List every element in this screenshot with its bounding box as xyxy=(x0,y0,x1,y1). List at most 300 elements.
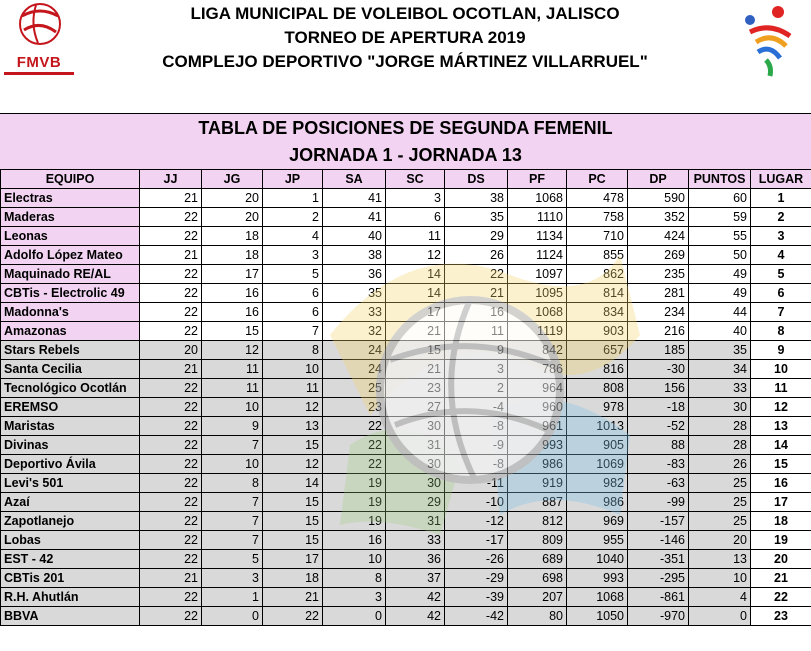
ds-cell: 2 xyxy=(445,379,508,398)
pf-cell: 919 xyxy=(508,474,567,493)
table-row xyxy=(1,607,811,626)
jj-cell: 21 xyxy=(140,360,202,379)
dp-cell: -63 xyxy=(628,474,689,493)
dp-cell: 185 xyxy=(628,341,689,360)
table-row xyxy=(1,493,811,512)
lugar-cell: 15 xyxy=(751,455,811,474)
pf-cell: 1068 xyxy=(508,189,567,208)
volleyball-player-logo-icon xyxy=(736,2,806,80)
jj-cell: 22 xyxy=(140,512,202,531)
team-name-cell: Deportivo Ávila xyxy=(1,455,140,474)
lugar-cell: 7 xyxy=(751,303,811,322)
pf-cell: 698 xyxy=(508,569,567,588)
lugar-cell: 9 xyxy=(751,341,811,360)
ds-cell: 9 xyxy=(445,341,508,360)
jj-cell: 20 xyxy=(140,341,202,360)
sa-cell: 24 xyxy=(323,360,386,379)
sc-cell: 37 xyxy=(386,569,445,588)
ds-cell: 3 xyxy=(445,360,508,379)
sc-cell: 30 xyxy=(386,474,445,493)
sa-cell: 24 xyxy=(323,341,386,360)
pc-cell: 657 xyxy=(567,341,628,360)
lugar-cell: 23 xyxy=(751,607,811,626)
team-name-cell: Divinas xyxy=(1,436,140,455)
pf-cell: 1095 xyxy=(508,284,567,303)
table-row xyxy=(1,417,811,436)
jj-cell: 22 xyxy=(140,265,202,284)
sc-cell: 31 xyxy=(386,436,445,455)
pf-cell: 986 xyxy=(508,455,567,474)
jp-cell: 7 xyxy=(263,322,323,341)
lugar-cell: 20 xyxy=(751,550,811,569)
sa-cell: 36 xyxy=(323,265,386,284)
puntos-cell: 33 xyxy=(689,379,751,398)
team-name-cell: BBVA xyxy=(1,607,140,626)
ds-cell: 11 xyxy=(445,322,508,341)
jj-cell: 22 xyxy=(140,227,202,246)
jj-cell: 21 xyxy=(140,569,202,588)
lugar-cell: 3 xyxy=(751,227,811,246)
lugar-cell: 6 xyxy=(751,284,811,303)
jj-cell: 22 xyxy=(140,436,202,455)
dp-cell: -83 xyxy=(628,455,689,474)
column-header-sa: SA xyxy=(323,170,386,189)
team-name-cell: Adolfo López Mateo xyxy=(1,246,140,265)
lugar-cell: 13 xyxy=(751,417,811,436)
league-title: LIGA MUNICIPAL DE VOLEIBOL OCOTLAN, JALISCO xyxy=(190,4,620,23)
pc-cell: 982 xyxy=(567,474,628,493)
team-name-cell: Lobas xyxy=(1,531,140,550)
sa-cell: 41 xyxy=(323,208,386,227)
jp-cell: 22 xyxy=(263,607,323,626)
dp-cell: 235 xyxy=(628,265,689,284)
puntos-cell: 60 xyxy=(689,189,751,208)
column-header-pc: PC xyxy=(567,170,628,189)
jp-cell: 18 xyxy=(263,569,323,588)
pc-cell: 978 xyxy=(567,398,628,417)
table-row xyxy=(1,189,811,208)
jg-cell: 11 xyxy=(202,379,263,398)
sc-cell: 31 xyxy=(386,512,445,531)
sc-cell: 42 xyxy=(386,607,445,626)
team-name-cell: Tecnológico Ocotlán xyxy=(1,379,140,398)
team-name-cell: CBTis - Electrolic 49 xyxy=(1,284,140,303)
puntos-cell: 0 xyxy=(689,607,751,626)
jp-cell: 15 xyxy=(263,436,323,455)
table-row xyxy=(1,588,811,607)
jp-cell: 15 xyxy=(263,493,323,512)
jp-cell: 4 xyxy=(263,227,323,246)
puntos-cell: 44 xyxy=(689,303,751,322)
pc-cell: 478 xyxy=(567,189,628,208)
puntos-cell: 10 xyxy=(689,569,751,588)
table-row xyxy=(1,455,811,474)
table-row xyxy=(1,360,811,379)
table-row xyxy=(1,474,811,493)
sa-cell: 19 xyxy=(323,493,386,512)
sa-cell: 19 xyxy=(323,474,386,493)
dp-cell: -99 xyxy=(628,493,689,512)
pc-cell: 862 xyxy=(567,265,628,284)
sa-cell: 10 xyxy=(323,550,386,569)
jg-cell: 7 xyxy=(202,531,263,550)
jp-cell: 12 xyxy=(263,455,323,474)
pf-cell: 812 xyxy=(508,512,567,531)
jj-cell: 21 xyxy=(140,189,202,208)
jg-cell: 9 xyxy=(202,417,263,436)
column-header-puntos: PUNTOS xyxy=(689,170,751,189)
ds-cell: 26 xyxy=(445,246,508,265)
team-name-cell: Zapotlanejo xyxy=(1,512,140,531)
ds-cell: 29 xyxy=(445,227,508,246)
pc-cell: 993 xyxy=(567,569,628,588)
sa-cell: 19 xyxy=(323,512,386,531)
sa-cell: 16 xyxy=(323,531,386,550)
ds-cell: -10 xyxy=(445,493,508,512)
column-header-dp: DP xyxy=(628,170,689,189)
jj-cell: 22 xyxy=(140,379,202,398)
jj-cell: 22 xyxy=(140,531,202,550)
puntos-cell: 28 xyxy=(689,436,751,455)
jp-cell: 1 xyxy=(263,189,323,208)
team-name-cell: Azaí xyxy=(1,493,140,512)
ds-cell: -8 xyxy=(445,417,508,436)
sa-cell: 8 xyxy=(323,569,386,588)
sc-cell: 27 xyxy=(386,398,445,417)
sa-cell: 22 xyxy=(323,436,386,455)
dp-cell: 234 xyxy=(628,303,689,322)
sc-cell: 3 xyxy=(386,189,445,208)
lugar-cell: 4 xyxy=(751,246,811,265)
team-name-cell: Madonna's xyxy=(1,303,140,322)
pf-cell: 207 xyxy=(508,588,567,607)
sc-cell: 12 xyxy=(386,246,445,265)
jj-cell: 22 xyxy=(140,550,202,569)
table-row xyxy=(1,379,811,398)
team-name-cell: Maquinado RE/AL xyxy=(1,265,140,284)
lugar-cell: 19 xyxy=(751,531,811,550)
ds-cell: -4 xyxy=(445,398,508,417)
jg-cell: 10 xyxy=(202,398,263,417)
ds-cell: 35 xyxy=(445,208,508,227)
jp-cell: 15 xyxy=(263,512,323,531)
pf-cell: 80 xyxy=(508,607,567,626)
dp-cell: 424 xyxy=(628,227,689,246)
sc-cell: 17 xyxy=(386,303,445,322)
dp-cell: -52 xyxy=(628,417,689,436)
table-row xyxy=(1,398,811,417)
sa-cell: 3 xyxy=(323,588,386,607)
table-row xyxy=(1,436,811,455)
jp-cell: 12 xyxy=(263,398,323,417)
pf-cell: 1097 xyxy=(508,265,567,284)
jp-cell: 11 xyxy=(263,379,323,398)
dp-cell: -30 xyxy=(628,360,689,379)
sa-cell: 0 xyxy=(323,607,386,626)
jj-cell: 22 xyxy=(140,208,202,227)
ds-cell: -17 xyxy=(445,531,508,550)
pc-cell: 1068 xyxy=(567,588,628,607)
puntos-cell: 13 xyxy=(689,550,751,569)
jg-cell: 16 xyxy=(202,303,263,322)
puntos-cell: 49 xyxy=(689,265,751,284)
jg-cell: 18 xyxy=(202,246,263,265)
ds-cell: 38 xyxy=(445,189,508,208)
jp-cell: 10 xyxy=(263,360,323,379)
jj-cell: 22 xyxy=(140,322,202,341)
dp-cell: -157 xyxy=(628,512,689,531)
jg-cell: 8 xyxy=(202,474,263,493)
team-name-cell: Maderas xyxy=(1,208,140,227)
puntos-cell: 55 xyxy=(689,227,751,246)
pf-cell: 689 xyxy=(508,550,567,569)
sc-cell: 14 xyxy=(386,284,445,303)
ds-cell: -39 xyxy=(445,588,508,607)
lugar-cell: 10 xyxy=(751,360,811,379)
puntos-cell: 50 xyxy=(689,246,751,265)
team-name-cell: Santa Cecilia xyxy=(1,360,140,379)
pf-cell: 887 xyxy=(508,493,567,512)
table-row xyxy=(1,569,811,588)
jj-cell: 22 xyxy=(140,588,202,607)
team-name-cell: EST - 42 xyxy=(1,550,140,569)
puntos-cell: 30 xyxy=(689,398,751,417)
column-header-jp: JP xyxy=(263,170,323,189)
jp-cell: 15 xyxy=(263,531,323,550)
lugar-cell: 14 xyxy=(751,436,811,455)
jg-cell: 5 xyxy=(202,550,263,569)
jg-cell: 1 xyxy=(202,588,263,607)
table-row xyxy=(1,550,811,569)
lugar-cell: 22 xyxy=(751,588,811,607)
team-name-cell: Maristas xyxy=(1,417,140,436)
standings-subtitle: JORNADA 1 - JORNADA 13 xyxy=(0,142,811,169)
sc-cell: 14 xyxy=(386,265,445,284)
table-row xyxy=(1,303,811,322)
pf-cell: 964 xyxy=(508,379,567,398)
dp-cell: 156 xyxy=(628,379,689,398)
team-name-cell: Levi's 501 xyxy=(1,474,140,493)
team-name-cell: Stars Rebels xyxy=(1,341,140,360)
pf-cell: 1134 xyxy=(508,227,567,246)
jg-cell: 18 xyxy=(202,227,263,246)
sa-cell: 22 xyxy=(323,417,386,436)
fmvb-logo-text: FMVB xyxy=(16,54,62,71)
pf-cell: 961 xyxy=(508,417,567,436)
pf-cell: 809 xyxy=(508,531,567,550)
lugar-cell: 1 xyxy=(751,189,811,208)
pf-cell: 993 xyxy=(508,436,567,455)
standings-table xyxy=(0,169,811,626)
ds-cell: -9 xyxy=(445,436,508,455)
column-header-sc: SC xyxy=(386,170,445,189)
table-row xyxy=(1,341,811,360)
lugar-cell: 2 xyxy=(751,208,811,227)
fmvb-logo-underline xyxy=(4,72,74,75)
pf-cell: 960 xyxy=(508,398,567,417)
pc-cell: 969 xyxy=(567,512,628,531)
ds-cell: 16 xyxy=(445,303,508,322)
ds-cell: -29 xyxy=(445,569,508,588)
jg-cell: 15 xyxy=(202,322,263,341)
puntos-cell: 35 xyxy=(689,341,751,360)
puntos-cell: 28 xyxy=(689,417,751,436)
pc-cell: 1069 xyxy=(567,455,628,474)
table-row xyxy=(1,227,811,246)
column-header-equipo: EQUIPO xyxy=(1,170,140,189)
dp-cell: 281 xyxy=(628,284,689,303)
puntos-cell: 25 xyxy=(689,512,751,531)
sc-cell: 30 xyxy=(386,417,445,436)
puntos-cell: 34 xyxy=(689,360,751,379)
pc-cell: 1050 xyxy=(567,607,628,626)
dp-cell: 216 xyxy=(628,322,689,341)
jj-cell: 22 xyxy=(140,303,202,322)
lugar-cell: 18 xyxy=(751,512,811,531)
jg-cell: 3 xyxy=(202,569,263,588)
jg-cell: 16 xyxy=(202,284,263,303)
jp-cell: 5 xyxy=(263,265,323,284)
dp-cell: 352 xyxy=(628,208,689,227)
puntos-cell: 40 xyxy=(689,322,751,341)
team-name-cell: EREMSO xyxy=(1,398,140,417)
pf-cell: 842 xyxy=(508,341,567,360)
jj-cell: 22 xyxy=(140,474,202,493)
sc-cell: 21 xyxy=(386,360,445,379)
jp-cell: 14 xyxy=(263,474,323,493)
jp-cell: 17 xyxy=(263,550,323,569)
jg-cell: 11 xyxy=(202,360,263,379)
dp-cell: -18 xyxy=(628,398,689,417)
sa-cell: 25 xyxy=(323,379,386,398)
report-header xyxy=(0,0,811,113)
dp-cell: -861 xyxy=(628,588,689,607)
puntos-cell: 26 xyxy=(689,455,751,474)
lugar-cell: 5 xyxy=(751,265,811,284)
pc-cell: 1040 xyxy=(567,550,628,569)
sa-cell: 38 xyxy=(323,246,386,265)
column-header-lugar: LUGAR xyxy=(751,170,811,189)
jg-cell: 10 xyxy=(202,455,263,474)
jp-cell: 6 xyxy=(263,284,323,303)
pc-cell: 816 xyxy=(567,360,628,379)
table-row xyxy=(1,246,811,265)
jj-cell: 22 xyxy=(140,607,202,626)
jg-cell: 12 xyxy=(202,341,263,360)
team-name-cell: Amazonas xyxy=(1,322,140,341)
jj-cell: 22 xyxy=(140,493,202,512)
pc-cell: 710 xyxy=(567,227,628,246)
sc-cell: 6 xyxy=(386,208,445,227)
table-row xyxy=(1,208,811,227)
dp-cell: -970 xyxy=(628,607,689,626)
sc-cell: 36 xyxy=(386,550,445,569)
team-name-cell: R.H. Ahutlán xyxy=(1,588,140,607)
sa-cell: 40 xyxy=(323,227,386,246)
ds-cell: -26 xyxy=(445,550,508,569)
sc-cell: 33 xyxy=(386,531,445,550)
dp-cell: 269 xyxy=(628,246,689,265)
sa-cell: 35 xyxy=(323,284,386,303)
sc-cell: 11 xyxy=(386,227,445,246)
lugar-cell: 12 xyxy=(751,398,811,417)
sc-cell: 21 xyxy=(386,322,445,341)
pc-cell: 758 xyxy=(567,208,628,227)
jg-cell: 20 xyxy=(202,189,263,208)
ds-cell: -12 xyxy=(445,512,508,531)
team-name-cell: CBTis 201 xyxy=(1,569,140,588)
table-row xyxy=(1,284,811,303)
pc-cell: 986 xyxy=(567,493,628,512)
sa-cell: 23 xyxy=(323,398,386,417)
sc-cell: 42 xyxy=(386,588,445,607)
sc-cell: 15 xyxy=(386,341,445,360)
table-row xyxy=(1,265,811,284)
jj-cell: 22 xyxy=(140,398,202,417)
jj-cell: 22 xyxy=(140,417,202,436)
venue-title: COMPLEJO DEPORTIVO "JORGE MÁRTINEZ VILLARRUEL" xyxy=(162,52,648,71)
jg-cell: 20 xyxy=(202,208,263,227)
ds-cell: -11 xyxy=(445,474,508,493)
sa-cell: 33 xyxy=(323,303,386,322)
pc-cell: 905 xyxy=(567,436,628,455)
jg-cell: 0 xyxy=(202,607,263,626)
sc-cell: 30 xyxy=(386,455,445,474)
team-name-cell: Leonas xyxy=(1,227,140,246)
standings-title: TABLA DE POSICIONES DE SEGUNDA FEMENIL xyxy=(0,113,811,143)
pc-cell: 955 xyxy=(567,531,628,550)
puntos-cell: 4 xyxy=(689,588,751,607)
ds-cell: 21 xyxy=(445,284,508,303)
dp-cell: -146 xyxy=(628,531,689,550)
sc-cell: 29 xyxy=(386,493,445,512)
ds-cell: 22 xyxy=(445,265,508,284)
sc-cell: 23 xyxy=(386,379,445,398)
jp-cell: 13 xyxy=(263,417,323,436)
puntos-cell: 49 xyxy=(689,284,751,303)
sa-cell: 32 xyxy=(323,322,386,341)
team-name-cell: Electras xyxy=(1,189,140,208)
pc-cell: 808 xyxy=(567,379,628,398)
pc-cell: 855 xyxy=(567,246,628,265)
lugar-cell: 21 xyxy=(751,569,811,588)
table-row xyxy=(1,322,811,341)
jp-cell: 6 xyxy=(263,303,323,322)
jp-cell: 21 xyxy=(263,588,323,607)
jg-cell: 7 xyxy=(202,512,263,531)
dp-cell: 88 xyxy=(628,436,689,455)
pf-cell: 1124 xyxy=(508,246,567,265)
table-row xyxy=(1,531,811,550)
jj-cell: 22 xyxy=(140,284,202,303)
column-header-pf: PF xyxy=(508,170,567,189)
puntos-cell: 20 xyxy=(689,531,751,550)
jp-cell: 3 xyxy=(263,246,323,265)
column-header-jj: JJ xyxy=(140,170,202,189)
jj-cell: 22 xyxy=(140,455,202,474)
table-body xyxy=(1,189,811,626)
jp-cell: 2 xyxy=(263,208,323,227)
jj-cell: 21 xyxy=(140,246,202,265)
lugar-cell: 16 xyxy=(751,474,811,493)
sa-cell: 41 xyxy=(323,189,386,208)
tournament-title: TORNEO DE APERTURA 2019 xyxy=(284,28,526,47)
jg-cell: 7 xyxy=(202,493,263,512)
jg-cell: 17 xyxy=(202,265,263,284)
column-header-jg: JG xyxy=(202,170,263,189)
table-header-row xyxy=(1,170,811,189)
pf-cell: 1110 xyxy=(508,208,567,227)
